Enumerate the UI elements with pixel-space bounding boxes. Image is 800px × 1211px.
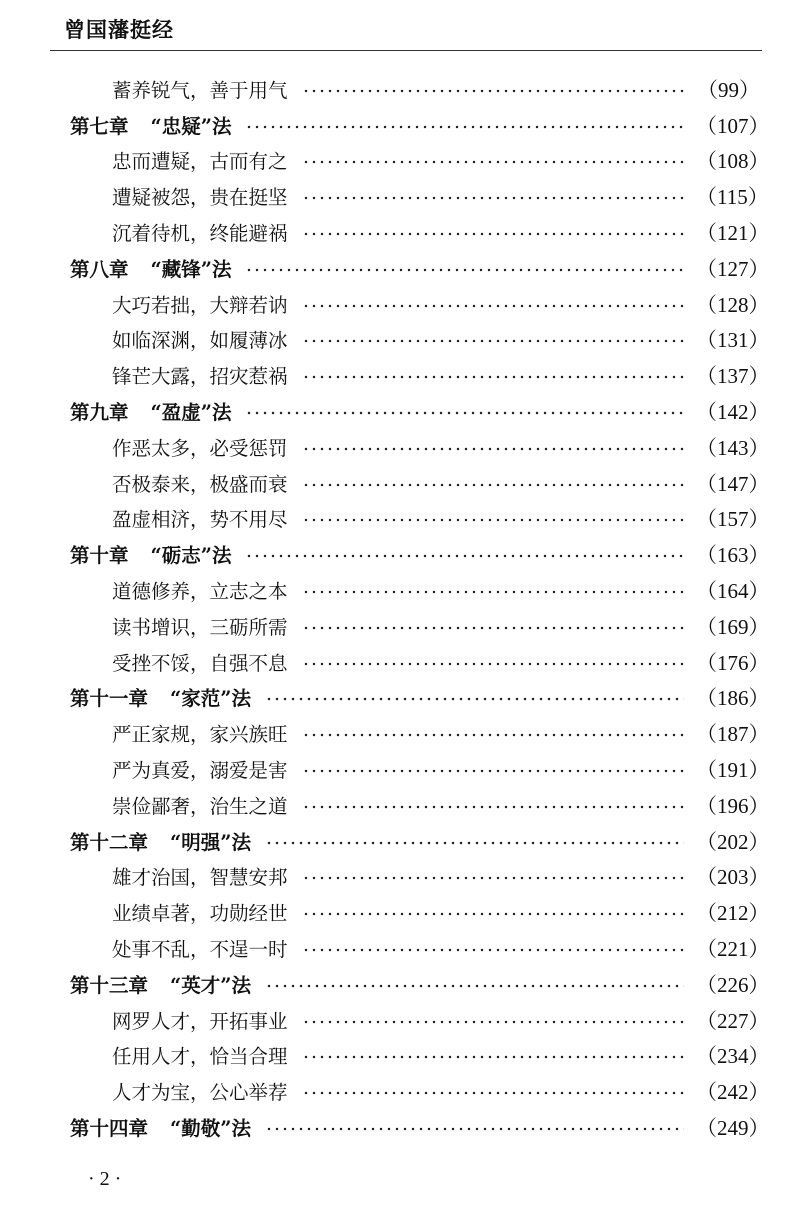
page-ref: （115） xyxy=(696,185,769,210)
toc-section-entry xyxy=(0,71,800,107)
page-ref: （142） xyxy=(696,400,770,425)
dot-leader xyxy=(302,626,684,630)
toc-section-entry xyxy=(0,501,800,537)
chapter-name: “忠疑”法 xyxy=(150,114,232,138)
chapter-number: 第八章 xyxy=(70,257,129,281)
dot-leader xyxy=(265,984,684,988)
toc-section-entry xyxy=(0,1038,800,1074)
dot-leader xyxy=(302,1020,684,1024)
section-title: 人才为宝，公心举荐 xyxy=(112,1081,288,1105)
section-title: 道德修养，立志之本 xyxy=(112,580,288,604)
dot-leader xyxy=(302,339,684,343)
page-ref: （203） xyxy=(696,865,770,890)
page-ref: （186） xyxy=(696,686,770,711)
chapter-title xyxy=(70,1113,251,1141)
chapter-number: 第七章 xyxy=(70,114,129,138)
page-ref: （226） xyxy=(696,972,770,997)
dot-leader xyxy=(245,125,684,129)
chapter-name: “砺志”法 xyxy=(150,544,232,568)
dot-leader xyxy=(245,411,684,415)
toc-chapter-entry xyxy=(0,250,800,286)
page-ref: （169） xyxy=(696,614,770,639)
toc-section-entry xyxy=(0,1073,800,1109)
dot-leader xyxy=(302,196,684,200)
dot-leader xyxy=(265,697,684,701)
dot-leader xyxy=(302,1091,684,1095)
toc-chapter-entry xyxy=(0,536,800,572)
chapter-number: 第十章 xyxy=(70,544,129,568)
chapter-title xyxy=(70,254,231,282)
toc-chapter-entry xyxy=(0,1109,800,1145)
toc-section-entry xyxy=(0,214,800,250)
section-title: 大巧若拙，大辩若讷 xyxy=(112,293,288,317)
page-ref: （121） xyxy=(696,221,770,246)
section-title: 遭疑被怨，贵在挺坚 xyxy=(112,186,288,210)
toc-chapter-entry xyxy=(0,107,800,143)
chapter-number: 第九章 xyxy=(70,401,129,425)
page-ref: （202） xyxy=(696,829,770,854)
toc-section-entry xyxy=(0,894,800,930)
page-ref: （212） xyxy=(696,901,770,926)
chapter-name: “藏锋”法 xyxy=(150,257,232,281)
toc-section-entry xyxy=(0,465,800,501)
page-ref: （227） xyxy=(696,1008,770,1033)
dot-leader xyxy=(302,876,684,880)
toc-section-entry xyxy=(0,787,800,823)
section-title: 严正家规，家兴族旺 xyxy=(112,723,288,747)
page-ref: （147） xyxy=(696,471,770,496)
section-title: 业绩卓著，功勋经世 xyxy=(112,902,288,926)
chapter-title xyxy=(70,683,251,711)
page-ref: （157） xyxy=(696,507,770,532)
page-ref: （163） xyxy=(696,543,770,568)
toc-chapter-entry xyxy=(0,393,800,429)
chapter-title xyxy=(70,540,231,568)
chapter-name: “明强”法 xyxy=(170,830,251,854)
dot-leader xyxy=(302,1055,684,1059)
section-title: 雄才治国，智慧安邦 xyxy=(112,866,288,890)
dot-leader xyxy=(302,483,684,487)
page-ref: （242） xyxy=(696,1080,770,1105)
page-ref: （143） xyxy=(696,435,770,460)
toc-section-entry xyxy=(0,143,800,179)
toc-section-entry xyxy=(0,286,800,322)
dot-leader xyxy=(302,447,684,451)
section-title: 受挫不馁，自强不息 xyxy=(112,651,288,675)
running-header: 曾国藩挺经 xyxy=(64,17,174,42)
toc-section-entry xyxy=(0,178,800,214)
chapter-title xyxy=(70,111,231,139)
dot-leader xyxy=(302,769,684,773)
chapter-title xyxy=(70,827,251,855)
section-title: 处事不乱，不逞一时 xyxy=(112,938,288,962)
page-ref: （191） xyxy=(696,758,770,783)
dot-leader xyxy=(302,948,684,952)
chapter-number: 第十四章 xyxy=(70,1117,149,1140)
page-number: · 2 · xyxy=(88,1168,122,1190)
section-title: 忠而遭疑，古而有之 xyxy=(112,150,288,174)
toc-section-entry xyxy=(0,644,800,680)
toc-section-entry xyxy=(0,429,800,465)
section-title: 严为真爱，溺爱是害 xyxy=(112,759,288,783)
dot-leader xyxy=(302,662,684,666)
chapter-name: “英才”法 xyxy=(170,973,251,997)
chapter-title xyxy=(70,970,251,998)
dot-leader xyxy=(302,160,684,164)
toc-section-entry xyxy=(0,930,800,966)
page-ref: （99） xyxy=(697,77,760,102)
chapter-name: “勤敬”法 xyxy=(170,1117,251,1140)
chapter-name: “家范”法 xyxy=(170,687,251,711)
page-ref: （131） xyxy=(696,328,770,353)
chapter-name: “盈虚”法 xyxy=(150,401,232,425)
section-title: 如临深渊，如履薄冰 xyxy=(112,329,288,353)
toc-chapter-entry xyxy=(0,680,800,716)
section-title: 崇俭鄙奢，治生之道 xyxy=(112,794,288,818)
toc-section-entry xyxy=(0,357,800,393)
page-ref: （187） xyxy=(696,722,770,747)
toc-section-entry xyxy=(0,859,800,895)
dot-leader xyxy=(265,841,684,845)
dot-leader xyxy=(302,518,684,522)
dot-leader xyxy=(302,89,684,93)
page-ref: （176） xyxy=(696,650,770,675)
dot-leader xyxy=(265,1127,684,1131)
dot-leader xyxy=(302,733,684,737)
page-ref: （137） xyxy=(696,364,770,389)
toc-section-entry xyxy=(0,572,800,608)
page-ref: （196） xyxy=(696,793,770,818)
section-title: 任用人才，恰当合理 xyxy=(112,1045,288,1069)
toc-chapter-entry xyxy=(0,823,800,859)
section-title: 盈虚相济，势不用尽 xyxy=(112,508,288,532)
page-ref: （107） xyxy=(696,113,770,138)
chapter-number: 第十三章 xyxy=(70,973,149,997)
dot-leader xyxy=(302,375,684,379)
dot-leader xyxy=(302,912,684,916)
section-title: 读书增识，三砺所需 xyxy=(112,615,288,639)
chapter-title xyxy=(70,397,231,425)
dot-leader xyxy=(302,805,684,809)
toc-section-entry xyxy=(0,715,800,751)
page-ref: （164） xyxy=(696,579,770,604)
page-ref: （128） xyxy=(696,292,770,317)
page-ref: （221） xyxy=(696,937,770,962)
toc-chapter-entry xyxy=(0,966,800,1002)
chapter-number: 第十二章 xyxy=(70,830,149,854)
header-rule xyxy=(50,50,762,51)
page-ref: （127） xyxy=(696,256,770,281)
section-title: 蓄养锐气，善于用气 xyxy=(112,78,288,102)
toc-section-entry xyxy=(0,751,800,787)
dot-leader xyxy=(302,232,684,236)
table-of-contents xyxy=(0,71,800,1145)
section-title: 沉着待机，终能避祸 xyxy=(112,222,288,246)
chapter-number: 第十一章 xyxy=(70,687,149,711)
toc-section-entry xyxy=(0,322,800,358)
dot-leader xyxy=(245,268,684,272)
toc-section-entry xyxy=(0,608,800,644)
page-ref: （249） xyxy=(696,1116,770,1140)
dot-leader xyxy=(302,304,684,308)
section-title: 作恶太多，必受惩罚 xyxy=(112,436,288,460)
page-ref: （234） xyxy=(696,1044,770,1069)
section-title: 网罗人才，开拓事业 xyxy=(112,1009,288,1033)
dot-leader xyxy=(302,590,684,594)
page-ref: （108） xyxy=(696,149,770,174)
section-title: 锋芒大露，招灾惹祸 xyxy=(112,365,288,389)
section-title: 否极泰来，极盛而衰 xyxy=(112,472,288,496)
dot-leader xyxy=(245,554,684,558)
toc-section-entry xyxy=(0,1002,800,1038)
